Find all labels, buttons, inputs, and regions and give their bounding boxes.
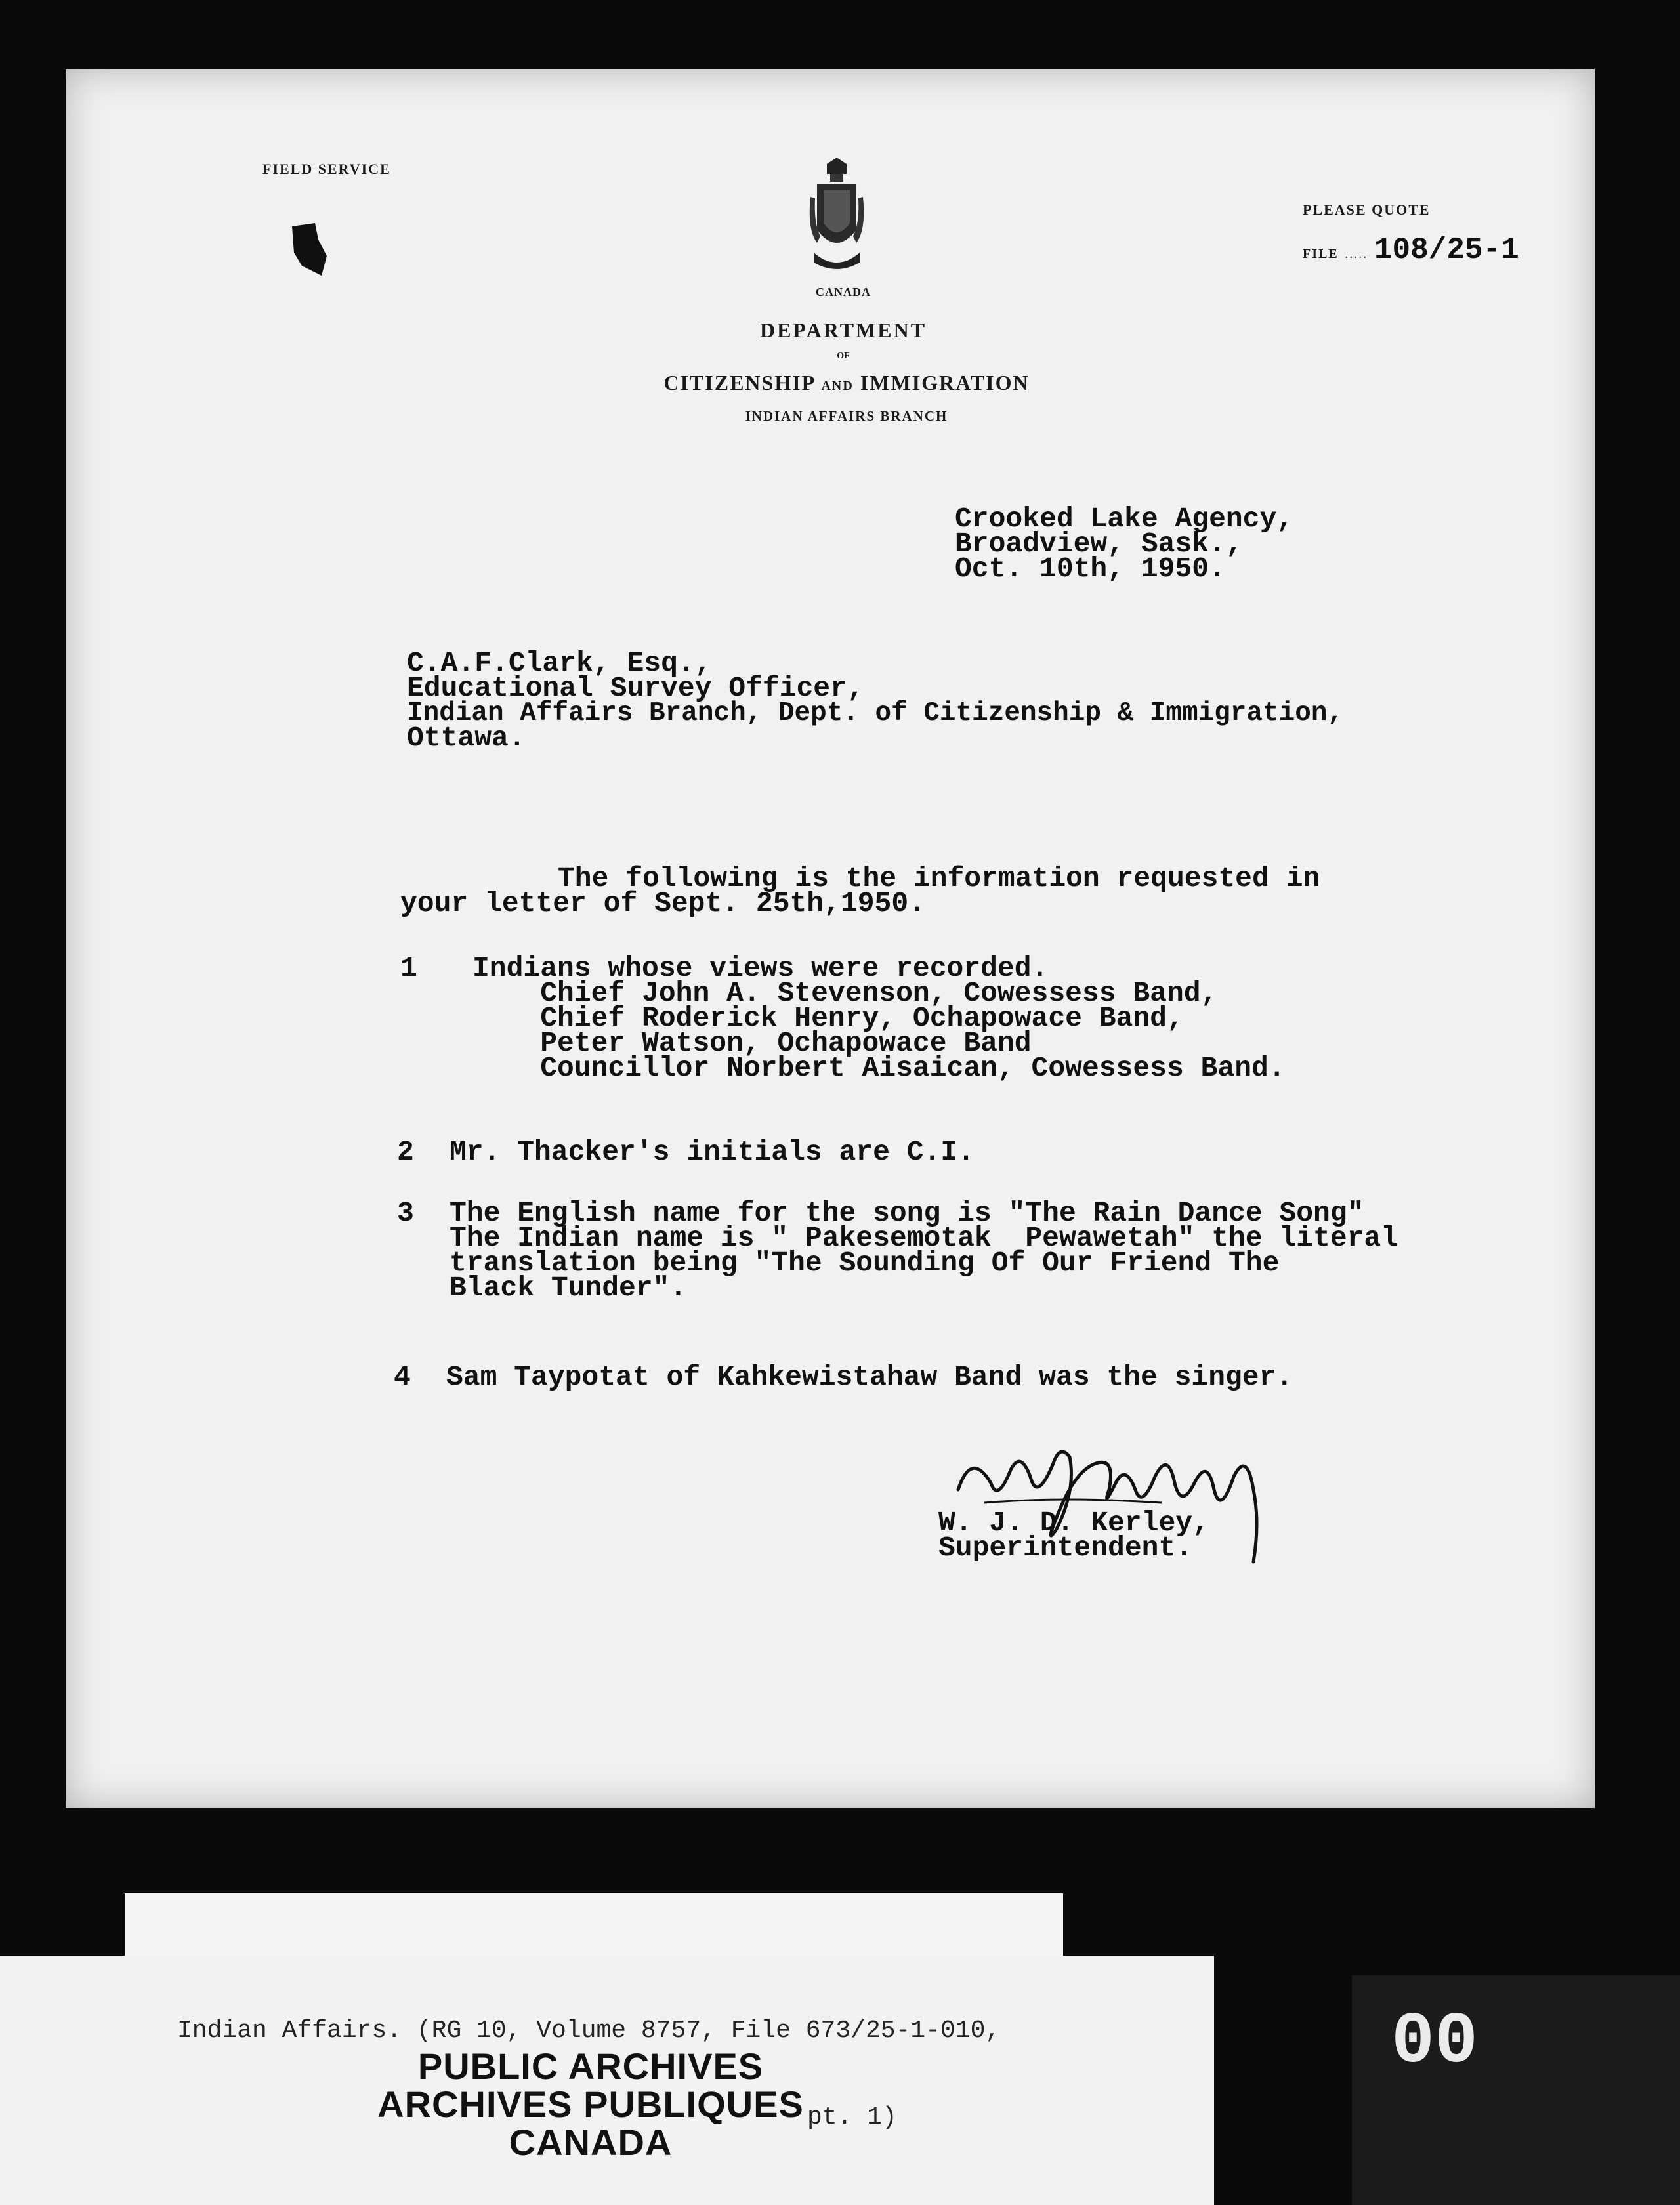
- item-line: Councillor Norbert Aisaican, Cowessess Band.: [472, 1052, 1286, 1084]
- stamp-line-2: ARCHIVES PUBLIQUES: [377, 2084, 804, 2125]
- letterhead-branch: INDIAN AFFAIRS BRANCH: [745, 408, 948, 424]
- body-intro: [400, 862, 1320, 919]
- letterhead-ministry: [650, 371, 1043, 395]
- sender-address: [955, 503, 1294, 585]
- item-line: Chief Roderick Henry, Ochapowace Band,: [472, 1002, 1184, 1034]
- film-frame-strip: [1352, 1975, 1680, 2205]
- recipient-line-3: Indian Affairs Branch, Dept. of Citizenship & Immigration,: [407, 698, 1344, 728]
- recipient-line-4: Ottawa.: [407, 722, 526, 754]
- letterhead-department: DEPARTMENT: [759, 318, 927, 342]
- file-label: FILE: [1303, 247, 1339, 261]
- citizenship-text: CITIZENSHIP: [663, 371, 815, 394]
- file-number: 108/25-1: [1374, 233, 1519, 267]
- item-line: Chief John A. Stevenson, Cowessess Band,: [472, 977, 1218, 1009]
- sender-line-2: Broadview, Sask.,: [955, 528, 1243, 560]
- signature-block: [938, 1507, 1209, 1564]
- stamp-line-3: CANADA: [509, 2122, 673, 2163]
- intro-line-2: your letter of Sept. 25th,1950.: [400, 887, 925, 919]
- sender-line-3: Oct. 10th, 1950.: [955, 553, 1226, 585]
- file-reference: [1303, 233, 1519, 267]
- citation-line-1: Indian Affairs. (RG 10, Volume 8757, File 673/25-1-010,: [177, 2017, 1001, 2045]
- letterhead-of: OF: [837, 351, 850, 361]
- immigration-text: IMMIGRATION: [860, 371, 1030, 394]
- item-number: 1: [400, 952, 417, 984]
- item-number: 4: [394, 1361, 411, 1393]
- stamp-line-1: PUBLIC ARCHIVES: [417, 2046, 764, 2087]
- signatory-name: W. J. D. Kerley,: [938, 1507, 1209, 1539]
- item-line: Peter Watson, Ochapowace Band: [472, 1027, 1032, 1059]
- recipient-address: [407, 647, 1344, 754]
- coat-of-arms-icon: [807, 158, 866, 276]
- file-dots: .....: [1345, 247, 1368, 261]
- signatory-title: Superintendent.: [938, 1532, 1193, 1564]
- item-line: The Indian name is " Pakesemotak Pewawetah" the literal: [450, 1222, 1398, 1254]
- sender-line-1: Crooked Lake Agency,: [955, 503, 1294, 535]
- item-line: translation being "The Sounding Of Our Friend The: [450, 1247, 1280, 1279]
- citation-line-2: pt. 1): [807, 2103, 897, 2132]
- letterhead-country: CANADA: [816, 285, 871, 299]
- archive-stamp: [341, 2048, 840, 2162]
- item-line: Indians whose views were recorded.: [472, 952, 1049, 984]
- and-text: AND: [821, 379, 854, 393]
- item-number: 2: [397, 1136, 414, 1168]
- item-line: Mr. Thacker's initials are C.I.: [450, 1136, 975, 1168]
- recipient-line-2: Educational Survey Officer,: [407, 672, 864, 704]
- intro-line-1: The following is the information requested in: [558, 862, 1320, 894]
- field-service-label: FIELD SERVICE: [262, 161, 391, 177]
- item-line: Black Tunder".: [450, 1272, 687, 1304]
- item-line: The English name for the song is "The Rain Dance Song": [450, 1197, 1364, 1229]
- please-quote-label: PLEASE QUOTE: [1303, 201, 1431, 218]
- item-line: Sam Taypotat of Kahkewistahaw Band was the singer.: [446, 1361, 1293, 1393]
- ink-smudge: [289, 220, 328, 279]
- recipient-line-1: C.A.F.Clark, Esq.,: [407, 647, 712, 679]
- film-frame-number: 00: [1391, 2002, 1479, 2084]
- item-number: 3: [397, 1197, 414, 1229]
